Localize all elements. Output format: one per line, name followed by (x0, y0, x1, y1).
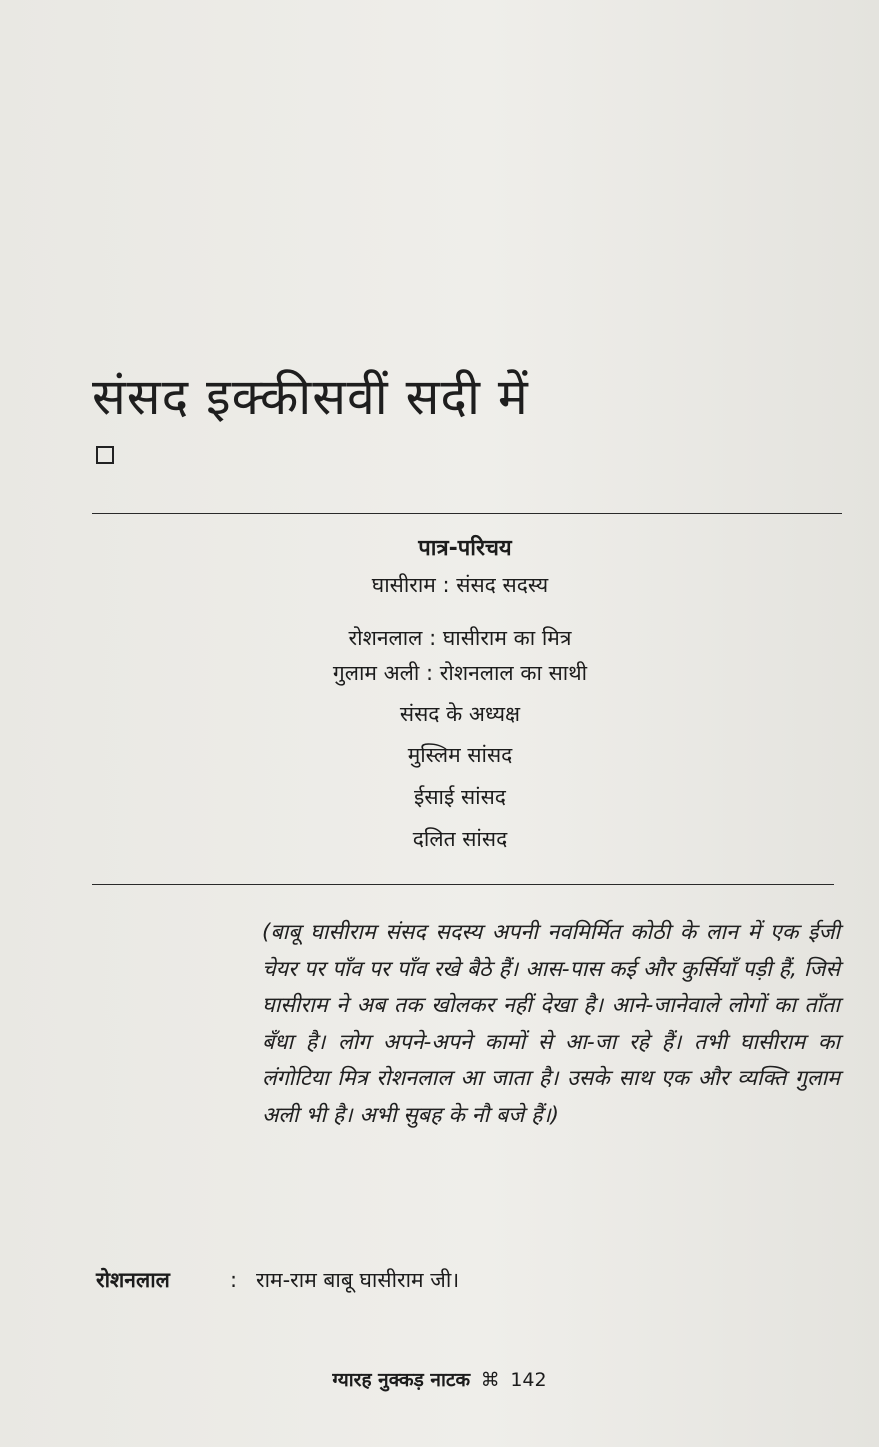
cast-line-christian-mp: ईसाई सांसद (414, 785, 506, 809)
cast-line-gulam-ali: गुलाम अली : रोशनलाल का साथी (332, 661, 588, 685)
page-number: 142 (510, 1369, 547, 1391)
page-footer (0, 1366, 879, 1392)
checkbox-glyph (96, 446, 114, 464)
top-divider (92, 513, 842, 514)
cast-line-speaker: संसद के अध्यक्ष (399, 702, 521, 726)
stage-direction: (बाबू घासीराम संसद सदस्य अपनी नवमिर्मित कोठी के लान में एक ईजी चेयर पर पाँव पर पाँव रखे बैठे हैं। आस-पास कई और कुर्सियाँ पड़ी हैं, जिसे घासीराम ने अब तक खोलकर नहीं देखा है। आने-जानेवाले लोगों का ताँता बँधा है। लोग अपने-अपने कामों से आ-जा रहे हैं। तभी घासीराम का लंगोटिया मित्र रोशनलाल आ जाता है। उसके साथ एक और व्यक्ति गुलाम अली भी है। अभी सुबह के नौ बजे हैं।) (262, 920, 840, 1128)
cast-heading: पात्र-परिचय (418, 536, 512, 561)
cast-line-muslim-mp: मुस्लिम सांसद (407, 743, 513, 767)
chapter-title: संसद इक्कीसवीं सदी में (92, 368, 529, 426)
dialogue-line: राम-राम बाबू घासीराम जी। (256, 1268, 460, 1292)
speaker-separator: : (230, 1268, 238, 1292)
command-symbol-icon: ⌘ (480, 1369, 500, 1391)
footer-book-title: ग्यारह नुक्कड़ नाटक (332, 1369, 471, 1391)
cast-line-ghasiram: घासीराम : संसद सदस्य (371, 573, 549, 597)
cast-line-roshanlal: रोशनलाल : घासीराम का मित्र (348, 626, 572, 650)
speaker-name: रोशनलाल (96, 1268, 170, 1292)
cast-line-dalit-mp: दलित सांसद (412, 827, 508, 851)
bottom-divider (92, 884, 834, 885)
